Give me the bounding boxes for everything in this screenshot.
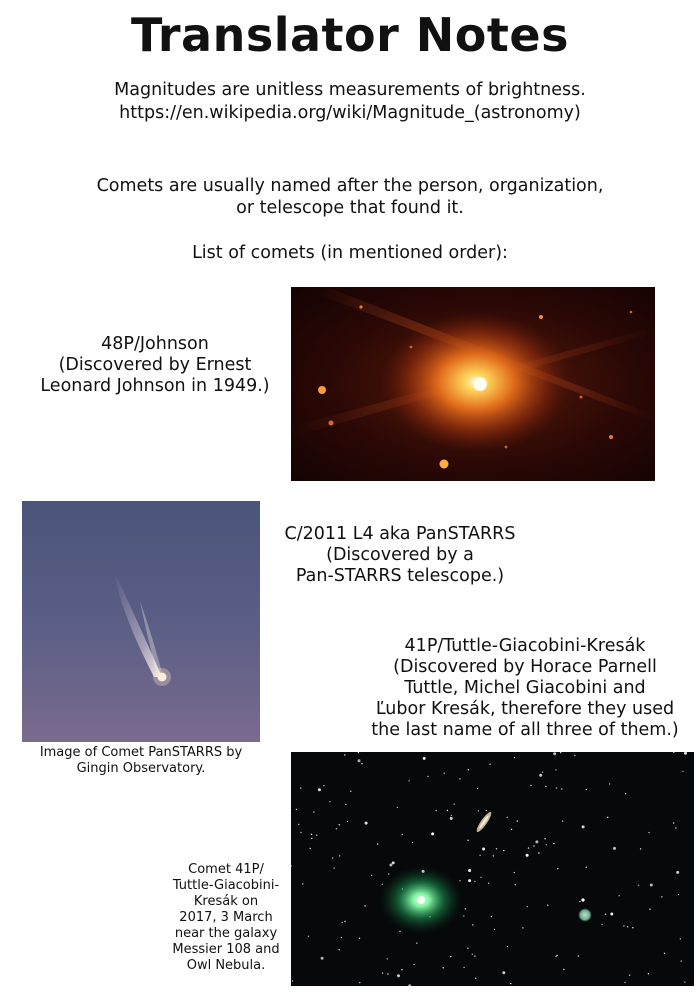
intro-link: https://en.wikipedia.org/wiki/Magnitude_(astronomy): [119, 103, 581, 123]
star: [625, 793, 626, 794]
star: [507, 946, 508, 947]
star: [480, 877, 481, 878]
star: [579, 901, 580, 902]
comet-48p-desc-1: (Discovered by Ernest: [58, 355, 252, 375]
star: [311, 834, 312, 835]
star: [321, 957, 324, 960]
star: [359, 982, 360, 983]
star: [648, 832, 649, 833]
comet-panstarrs-label: [255, 524, 545, 587]
star: [416, 943, 417, 944]
star: [649, 909, 650, 910]
comet-panstarrs-name: C/2011 L4 aka PanSTARRS: [284, 524, 516, 544]
star: [586, 789, 587, 790]
star: [361, 763, 362, 764]
caption-line: Kresák on: [193, 894, 259, 909]
star: [553, 752, 556, 755]
comet-48p-name: 48P/Johnson: [101, 334, 209, 354]
star: [463, 915, 464, 916]
star: [463, 967, 464, 968]
comet-41p-desc-4: the last name of all three of them.): [371, 720, 679, 740]
comet-41p-desc-3: Ľubor Kresák, therefore they used: [375, 699, 675, 719]
caption-line: Gingin Observatory.: [76, 761, 206, 776]
star: [545, 786, 546, 787]
star: [302, 883, 303, 884]
star: [402, 834, 403, 835]
star: [515, 884, 516, 885]
star: [364, 905, 365, 906]
star: [468, 869, 471, 872]
star: [444, 773, 445, 774]
star: [555, 956, 556, 957]
star: [358, 752, 359, 753]
star: [526, 854, 529, 857]
star: [468, 879, 471, 882]
star: [613, 847, 616, 850]
star: [377, 843, 378, 844]
star: [528, 847, 529, 848]
star: [544, 838, 545, 839]
star: [624, 982, 625, 983]
star: [427, 776, 428, 777]
star: [478, 810, 479, 811]
star: [311, 838, 312, 839]
star: [681, 960, 682, 961]
star: [341, 937, 342, 938]
star: [323, 785, 324, 786]
star: [389, 864, 392, 867]
star: [454, 804, 455, 805]
star: [358, 759, 361, 762]
star: [555, 769, 556, 770]
star: [332, 857, 333, 858]
star: [468, 769, 469, 770]
star: [629, 975, 630, 976]
star: [387, 958, 388, 959]
naming-line-2: or telescope that found it.: [236, 198, 464, 218]
caption-line: 2017, 3 March: [179, 910, 273, 925]
star: [648, 973, 649, 974]
caption-line: Tuttle-Giacobini-: [172, 878, 280, 893]
comet-panstarrs-desc-2: Pan-STARRS telescope.): [295, 566, 505, 586]
star: [300, 832, 301, 833]
star: [450, 956, 451, 957]
star: [560, 752, 561, 753]
star: [538, 852, 539, 853]
star: [472, 924, 473, 925]
star: [339, 824, 340, 825]
star: [607, 817, 608, 818]
star: [399, 931, 400, 932]
star: [609, 783, 610, 784]
star: [527, 906, 528, 907]
star: [344, 921, 345, 922]
star: [491, 916, 492, 917]
caption-line: near the galaxy: [174, 926, 278, 941]
comet-41p-photo: [291, 752, 694, 986]
caption-line: Comet 41P/: [188, 862, 264, 877]
star: [578, 955, 579, 956]
star: [382, 884, 383, 885]
star: [489, 764, 490, 765]
star: [486, 810, 487, 811]
star: [345, 804, 346, 805]
star: [673, 822, 674, 823]
list-heading: List of comets (in mentioned order):: [192, 243, 508, 263]
star: [329, 801, 330, 802]
star: [451, 815, 452, 816]
star: [447, 810, 448, 811]
star: [334, 868, 335, 869]
star: [664, 953, 665, 954]
star: [503, 850, 504, 851]
naming-line-1: Comets are usually named after the person, organization,: [96, 176, 604, 196]
star: [477, 788, 478, 789]
star: [388, 873, 389, 874]
intro-line-1: Magnitudes are unitless measurements of brightness.: [114, 80, 586, 100]
star: [582, 825, 585, 828]
star: [676, 871, 679, 874]
star: [436, 810, 437, 811]
star: [493, 855, 494, 856]
star: [661, 896, 662, 897]
star: [610, 913, 613, 916]
star: [562, 821, 563, 822]
caption-line: Image of Comet PanSTARRS by: [39, 745, 243, 760]
star: [479, 855, 480, 856]
star: [494, 929, 495, 930]
star: [474, 881, 475, 882]
star: [530, 785, 531, 786]
star: [431, 832, 434, 835]
star: [514, 757, 515, 758]
star: [371, 875, 372, 876]
star: [680, 938, 681, 939]
star: [397, 974, 400, 977]
star: [443, 967, 444, 968]
star: [465, 908, 466, 909]
star: [601, 924, 602, 925]
star: [553, 843, 554, 844]
star: [308, 936, 309, 937]
comet-48p-photo: [291, 287, 655, 481]
star: [650, 884, 653, 887]
star: [316, 835, 317, 836]
star: [412, 842, 413, 843]
star: [556, 955, 557, 956]
star: [382, 972, 383, 973]
star: [401, 969, 402, 970]
comet-panstarrs-photo: [22, 501, 260, 742]
star: [542, 772, 543, 773]
star: [535, 840, 538, 843]
star: [300, 787, 301, 788]
comet-41p-name: 41P/Tuttle-Giacobini-Kresák: [404, 636, 646, 656]
star: [623, 925, 624, 926]
star: [502, 971, 505, 974]
caption-line: Messier 108 and: [172, 942, 280, 957]
star: [342, 922, 343, 923]
star: [678, 894, 679, 895]
star: [557, 868, 558, 869]
star: [339, 855, 340, 856]
star: [338, 949, 339, 950]
star: [336, 828, 337, 829]
comet-41p-desc-2: Tuttle, Michel Giacobini and: [404, 678, 646, 698]
star: [467, 948, 468, 949]
star: [397, 807, 398, 808]
star: [459, 880, 460, 881]
star: [522, 927, 523, 928]
star: [496, 848, 497, 849]
star: [318, 788, 321, 791]
star: [561, 788, 562, 789]
star: [296, 809, 297, 810]
star: [365, 822, 368, 825]
star: [359, 938, 360, 939]
star: [627, 926, 628, 927]
star: [675, 827, 676, 828]
star: [684, 982, 685, 983]
star: [547, 905, 548, 906]
star: [310, 848, 311, 849]
star: [574, 755, 575, 756]
comet-48p-desc-2: Leonard Johnson in 1949.): [40, 376, 270, 396]
star: [556, 787, 557, 788]
star: [507, 817, 508, 818]
star: [546, 844, 547, 845]
star: [586, 867, 587, 868]
star: [517, 820, 518, 821]
star: [292, 980, 293, 981]
star: [450, 817, 453, 820]
star: [482, 848, 485, 851]
star: [533, 845, 534, 846]
star: [344, 754, 345, 755]
star: [298, 824, 299, 825]
star: [423, 757, 426, 760]
star: [632, 927, 633, 928]
caption-line: Owl Nebula.: [186, 958, 266, 973]
comet-41p-caption: [162, 862, 290, 974]
star: [387, 973, 388, 974]
star: [563, 969, 564, 970]
star: [413, 964, 414, 965]
page-title: Translator Notes: [131, 8, 569, 62]
star: [475, 978, 476, 979]
comet-panstarrs-desc-1: (Discovered by a: [326, 545, 474, 565]
comet-48p-label: [30, 334, 280, 397]
star: [640, 848, 641, 849]
star: [605, 914, 606, 915]
star: [488, 883, 489, 884]
star: [511, 829, 512, 830]
star: [474, 955, 475, 956]
comet-41p-desc-1: (Discovered by Horace Parnell: [393, 657, 657, 677]
star: [539, 774, 542, 777]
star: [313, 811, 314, 812]
comet-41p-label: [358, 636, 692, 741]
star: [459, 778, 460, 779]
star: [467, 840, 468, 841]
star: [408, 780, 409, 781]
star: [350, 791, 351, 792]
star: [619, 895, 620, 896]
star: [392, 861, 395, 864]
star: [638, 885, 639, 886]
star: [347, 821, 348, 822]
star: [514, 872, 515, 873]
star: [472, 954, 473, 955]
star: [510, 983, 511, 984]
star: [682, 771, 683, 772]
comet-panstarrs-caption: [22, 745, 260, 777]
